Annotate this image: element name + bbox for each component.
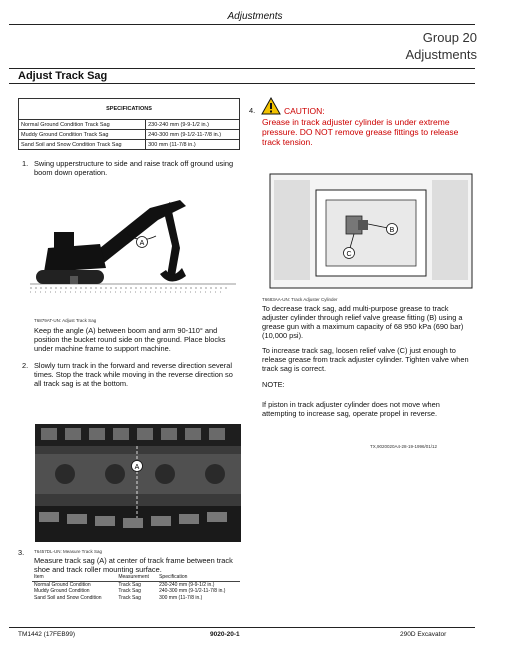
fig1-label-a: A	[139, 240, 145, 247]
fig2-label-a: A	[134, 464, 140, 471]
column-header: Measurement	[118, 574, 149, 581]
table-header-row	[32, 574, 240, 581]
table-row	[19, 130, 240, 140]
figure-2-caption: T6457DL-UN: Measure Track Sag	[34, 549, 103, 554]
decrease-sag-text: To decrease track sag, add multi-purpose grease to track adjuster cylinder through relief valve grease fitting (B) using a grease gun with a maximum capacity of 68 950 kPa (690 bar) (10,000 psi).	[262, 304, 464, 340]
column-header: Specification	[159, 574, 188, 581]
step-2-number: 2.	[22, 361, 29, 370]
step-4-number: 4.	[249, 106, 256, 115]
track-sag-spec-table	[32, 574, 240, 601]
table-cell: Muddy Ground Condition	[34, 588, 90, 595]
table-cell: 300 mm (11-7/8 in.)	[159, 594, 203, 601]
footer-left: TM1442 (17FEB99)	[18, 631, 76, 638]
table-cell: 240-300 mm (9-1/2-11-7/8 in.)	[159, 588, 226, 595]
step-1-continued: Keep the angle (A) between boom and arm 90-110° and position the bucket round side on the ground. Place blocks under machine frame to support machine.	[34, 326, 226, 353]
spec-item: Normal Ground Condition Track Sag	[19, 120, 146, 130]
spec-table-heading: SPECIFICATIONS	[19, 99, 240, 120]
footer-right: 290D Excavator	[400, 631, 447, 638]
step-3-text: Measure track sag (A) at center of track frame between track shoe and track roller mounting surface.	[34, 556, 233, 574]
table-row	[32, 588, 240, 595]
table-row	[19, 120, 240, 130]
reference-code: TX,9020020A4-28-19-1996/01/12	[370, 444, 438, 449]
spec-value: 230-240 mm (9-9-1/2 in.)	[146, 120, 240, 130]
running-header: Adjustments	[227, 11, 283, 22]
table-cell: 230-240 mm (9-9-1/2 in.)	[159, 581, 215, 588]
fig3-label-b: B	[389, 227, 395, 234]
fig3-label-c: C	[346, 251, 352, 258]
table-row	[19, 140, 240, 150]
table-cell: Normal Ground Condition	[34, 581, 91, 588]
caution-text: Grease in track adjuster cylinder is under extreme pressure. DO NOT remove grease fittings to release track tension.	[262, 117, 459, 147]
group-number: Group 20	[422, 30, 477, 45]
spec-value: 240-300 mm (9-1/2-11-7/8 in.)	[146, 130, 240, 140]
table-row	[32, 581, 240, 588]
spec-value: 300 mm (11-7/8 in.)	[146, 140, 240, 150]
table-cell: Sand Soil and Snow Condition	[34, 594, 102, 601]
header-divider	[9, 24, 475, 25]
excavator-figure	[30, 188, 236, 306]
step-2-text: Slowly turn track in the forward and reverse direction several times. Stop the track while moving in the reverse direction so all track sag is at the bottom.	[34, 361, 233, 388]
note-label: NOTE:	[262, 380, 285, 389]
footer-divider	[9, 627, 475, 628]
track-adjuster-figure	[268, 172, 474, 290]
table-cell: Track Sag	[118, 581, 141, 588]
spec-item: Sand Soil and Snow Condition Track Sag	[19, 140, 146, 150]
increase-sag-text: To increase track sag, loosen relief valve (C) just enough to release grease from track adjuster cylinder. Tighten valve when track sag is correct.	[262, 346, 469, 373]
footer-page-number: 9020-20-1	[210, 631, 240, 638]
table-cell: Track Sag	[118, 588, 141, 595]
step-3-number: 3.	[18, 548, 25, 557]
table-row	[32, 595, 240, 602]
track-sag-photo	[35, 424, 241, 542]
spec-item: Muddy Ground Condition Track Sag	[19, 130, 146, 140]
group-name: Adjustments	[405, 47, 477, 62]
step-1-number: 1.	[22, 159, 29, 168]
step-1-text: Swing upperstructure to side and raise track off ground using boom down operation.	[34, 159, 234, 177]
caution-label: CAUTION:	[284, 106, 325, 116]
table-cell: Track Sag	[118, 594, 141, 601]
note-text: If piston in track adjuster cylinder does not move when attempting to increase sag, operate propel in reverse.	[262, 400, 440, 418]
section-title: Adjust Track Sag	[18, 70, 108, 82]
figure-3-caption: T6683AA-UN: Track Adjuster Cylinder	[262, 297, 338, 302]
figure-1-caption: T6879AT-UN: Adjust Track Sag	[34, 318, 97, 323]
specifications-table	[18, 98, 240, 150]
column-header: Item	[34, 574, 44, 581]
warning-triangle-icon	[261, 97, 281, 115]
